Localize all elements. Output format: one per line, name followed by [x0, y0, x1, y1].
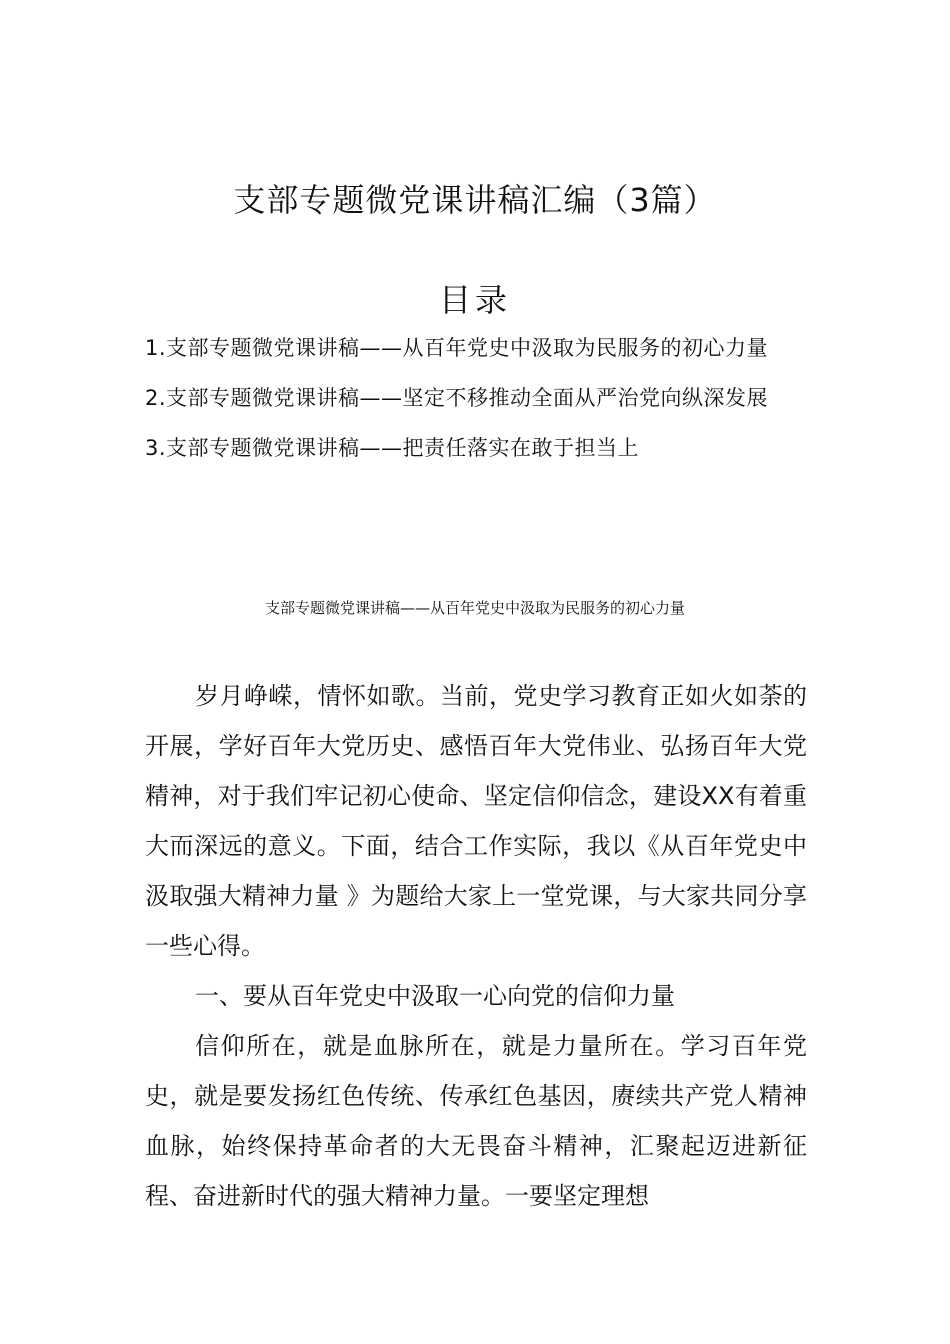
toc-item-2[interactable]: 2.支部专题微党课讲稿——坚定不移推动全面从严治党向纵深发展 [145, 386, 769, 410]
toc-item-1[interactable]: 1.支部专题微党课讲稿——从百年党史中汲取为民服务的初心力量 [145, 336, 769, 360]
body-text [145, 671, 807, 1221]
document-title: 支部专题微党课讲稿汇编（3篇） [233, 181, 717, 219]
body-paragraph-2: 信仰所在，就是血脉所在，就是力量所在。学习百年党史，就是要发扬红色传统、传承红色基因，赓续共产党人精神血脉，始终保持革命者的大无畏奋斗精神，汇聚起迈进新征程、奋进新时代的强大精神力量。一要坚定理想 [145, 1032, 807, 1210]
table-of-contents [145, 323, 807, 473]
section-heading-1: 一、要从百年党史中汲取一心向党的信仰力量 [195, 982, 675, 1010]
body-paragraph-1: 岁月峥嵘，情怀如歌。当前，党史学习教育正如火如荼的开展，学好百年大党历史、感悟百年大党伟业、弘扬百年大党精神，对于我们牢记初心使命、坚定信仰信念，建设XX有着重大而深远的意义。下面，结合工作实际，我以《从百年党史中汲取强大精神力量 》为题给大家上一堂党课，与大家共同分享一些心得。 [145, 682, 807, 960]
toc-heading: 目录 [438, 281, 511, 319]
toc-item-3[interactable]: 3.支部专题微党课讲稿——把责任落实在敢于担当上 [145, 436, 640, 460]
section-title: 支部专题微党课讲稿——从百年党史中汲取为民服务的初心力量 [264, 599, 685, 617]
